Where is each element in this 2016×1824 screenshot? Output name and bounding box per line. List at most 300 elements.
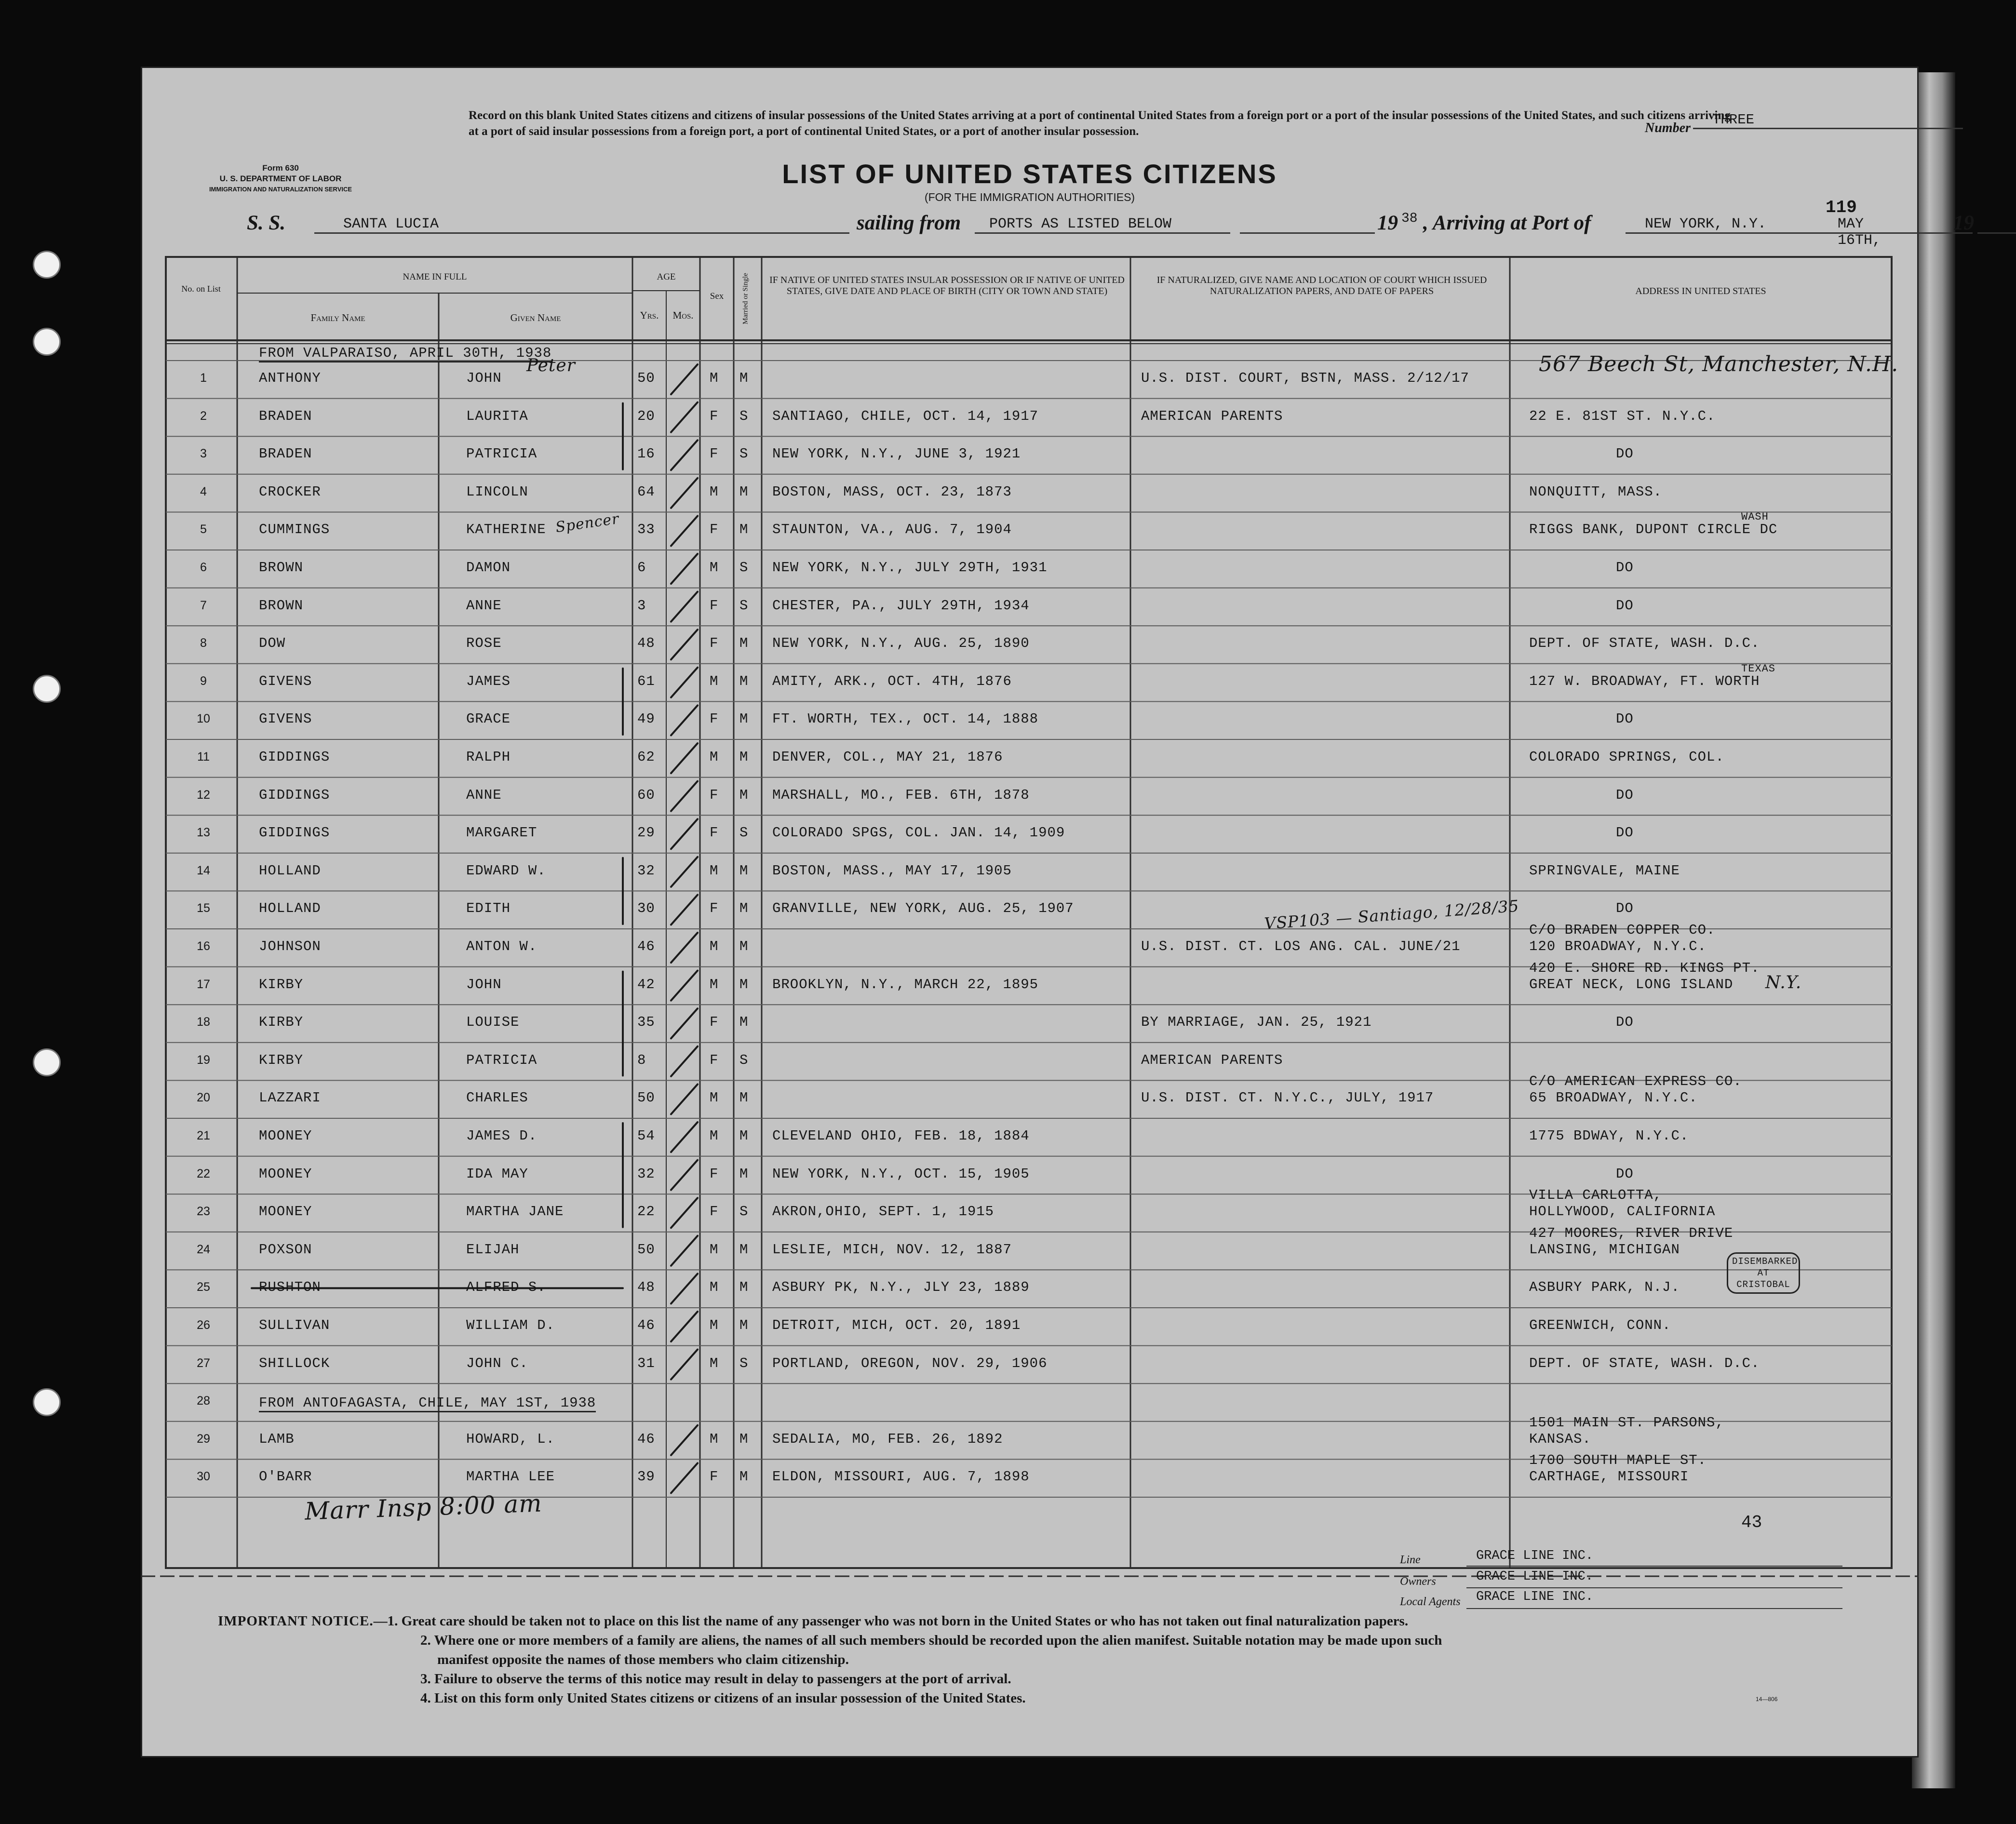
address-line-1: 1700 SOUTH MAPLE ST. xyxy=(1529,1452,1707,1469)
family-name: GIVENS xyxy=(259,711,312,727)
tick-mark xyxy=(671,1160,698,1190)
given-name: ANNE xyxy=(466,787,502,803)
tick-mark xyxy=(671,781,698,811)
tick-mark xyxy=(671,668,698,697)
age-years: 64 xyxy=(637,483,655,500)
birth-place-date: NEW YORK, N.Y., OCT. 15, 1905 xyxy=(772,1166,1030,1182)
row-number: 4 xyxy=(200,484,207,498)
family-name: GIDDINGS xyxy=(259,787,330,803)
important-notice xyxy=(218,1611,1857,1708)
family-name: CROCKER xyxy=(259,483,321,500)
notice-item-2a: 2. Where one or more members of a family are aliens, the names of all such members should be recorded upon the alien manifest. Suitable notation may be made upon such xyxy=(420,1633,1442,1648)
binder-hole xyxy=(33,328,61,356)
number-label: Number xyxy=(1645,121,1691,135)
age-years: 49 xyxy=(637,711,655,727)
birth-place-date: NEW YORK, N.Y., AUG. 25, 1890 xyxy=(772,635,1030,652)
marital-status: M xyxy=(739,483,749,500)
address: DO xyxy=(1616,787,1634,803)
sex: M xyxy=(710,1128,719,1144)
family-name: BRADEN xyxy=(259,408,312,424)
address: LANSING, MICHIGAN xyxy=(1529,1241,1680,1258)
age-years: 33 xyxy=(637,522,655,538)
sex: M xyxy=(710,483,719,500)
binder-hole xyxy=(33,251,61,279)
marital-status: S xyxy=(739,1052,749,1068)
address: 127 W. BROADWAY, FT. WORTH xyxy=(1529,673,1760,689)
address: 120 BROADWAY, N.Y.C. xyxy=(1529,939,1707,954)
given-name: MARTHA LEE xyxy=(466,1469,555,1485)
tick-mark xyxy=(671,1312,698,1341)
section-heading: FROM ANTOFAGASTA, CHILE, MAY 1ST, 1938 xyxy=(259,1395,596,1412)
row-number: 26 xyxy=(197,1318,210,1332)
address-line-1: TEXAS xyxy=(1741,662,1776,675)
handwritten-naturalization-note: VSP103 — Santiago, 12/28/35 xyxy=(1263,896,1520,933)
handwritten-given-name: Spencer xyxy=(554,510,620,536)
row-number: 20 xyxy=(197,1091,210,1105)
sex: M xyxy=(710,749,719,765)
notice-item-2b: manifest opposite the names of those members who claim citizenship. xyxy=(437,1652,849,1667)
marital-status: M xyxy=(739,522,749,538)
birth-place-date: CLEVELAND OHIO, FEB. 18, 1884 xyxy=(772,1128,1030,1144)
tick-mark xyxy=(671,857,698,887)
birth-place-date: NEW YORK, N.Y., JUNE 3, 1921 xyxy=(772,446,1021,462)
address: DO xyxy=(1616,711,1634,727)
birth-place-date: BOSTON, MASS, OCT. 23, 1873 xyxy=(772,483,1012,500)
row-number: 7 xyxy=(200,598,207,612)
col-address: ADDRESS IN UNITED STATES xyxy=(1635,286,1766,296)
age-years: 39 xyxy=(637,1469,655,1485)
col-married-single: Married or Single xyxy=(741,273,750,324)
family-name: DOW xyxy=(259,635,286,652)
col-family-name: Family Name xyxy=(310,312,365,323)
row-number: 18 xyxy=(197,1015,210,1029)
sex: F xyxy=(710,597,719,614)
header-text: Record on this blank United States citizens and citizens of insular possessions of the United States arriving at a port of continental United States from a foreign port or a port of the insular possessions of the United States, and such citizens arriving at a port of said insular possessions from a foreign port, a port of continental United States, or a port of another insular possession. xyxy=(469,109,1731,138)
col-no: No. on List xyxy=(181,284,221,294)
marital-status: M xyxy=(739,862,749,879)
marital-status: M xyxy=(739,711,749,727)
address-line-1: C/O BRADEN COPPER CO. xyxy=(1529,922,1716,938)
tick-mark xyxy=(671,630,698,659)
form-id: Form 630 U. S. DEPARTMENT OF LABOR IMMIGRATION AND NATURALIZATION SERVICE xyxy=(209,163,352,193)
tick-mark xyxy=(671,554,698,584)
age-years: 50 xyxy=(637,1241,655,1258)
marital-status: S xyxy=(739,597,749,614)
tick-mark xyxy=(671,1084,698,1114)
given-name: ANNE xyxy=(466,597,502,614)
sex: M xyxy=(710,1279,719,1296)
birth-place-date: PORTLAND, OREGON, NOV. 29, 1906 xyxy=(772,1355,1048,1371)
sex: M xyxy=(710,1431,719,1447)
row-number: 11 xyxy=(197,750,210,764)
tick-mark xyxy=(671,743,698,773)
row-number: 19 xyxy=(197,1053,210,1067)
page-subtitle: (FOR THE IMMIGRATION AUTHORITIES) xyxy=(924,191,1135,203)
tick-mark xyxy=(671,1236,698,1266)
tick-mark xyxy=(671,402,698,432)
line-value: GRACE LINE INC. xyxy=(1476,1549,1594,1563)
notice-item-3: 3. Failure to observe the terms of this notice may result in delay to passengers at the port of arrival. xyxy=(420,1671,1011,1687)
birth-place-date: SEDALIA, MO, FEB. 26, 1892 xyxy=(772,1431,1003,1447)
sex: F xyxy=(710,1204,719,1220)
address: DO xyxy=(1616,900,1634,917)
sex: F xyxy=(710,408,719,424)
family-name: CUMMINGS xyxy=(259,522,330,538)
owners-value: GRACE LINE INC. xyxy=(1476,1569,1594,1584)
row-number: 10 xyxy=(197,712,210,726)
form-code: 14—806 xyxy=(1756,1696,1778,1703)
birth-place-date: NEW YORK, N.Y., JULY 29TH, 1931 xyxy=(772,560,1048,576)
birth-place-date: ELDON, MISSOURI, AUG. 7, 1898 xyxy=(772,1469,1030,1485)
page-title: LIST OF UNITED STATES CITIZENS xyxy=(782,159,1277,189)
ship-name: SANTA LUCIA xyxy=(343,216,439,232)
naturalization: BY MARRIAGE, JAN. 25, 1921 xyxy=(1141,1014,1372,1031)
family-name: RUSHTON xyxy=(259,1279,321,1296)
family-name: MOONEY xyxy=(259,1128,312,1144)
address: DEPT. OF STATE, WASH. D.C. xyxy=(1529,635,1760,652)
age-years: 30 xyxy=(637,900,655,917)
tick-mark xyxy=(671,478,698,508)
given-name: ALFRED S. xyxy=(466,1279,546,1296)
family-name: JOHNSON xyxy=(259,939,321,954)
given-name: HOWARD, L. xyxy=(466,1431,555,1447)
birth-place-date: DENVER, COL., MAY 21, 1876 xyxy=(772,749,1003,765)
address: GREENWICH, CONN. xyxy=(1529,1317,1671,1333)
address: DO xyxy=(1616,597,1634,614)
row-number: 13 xyxy=(197,826,210,840)
birth-place-date: AKRON,OHIO, SEPT. 1, 1915 xyxy=(772,1204,995,1220)
given-name: JOHN xyxy=(466,370,502,386)
family-name: SULLIVAN xyxy=(259,1317,330,1333)
given-name: JAMES xyxy=(466,673,511,689)
age-years: 61 xyxy=(637,673,655,689)
notice-item-1: —1. Great care should be taken not to place on this list the name of any passenger who was not born in the United States or who has not taken out final naturalization papers. xyxy=(373,1613,1409,1629)
row-number: 2 xyxy=(200,409,207,423)
family-name: KIRBY xyxy=(259,976,304,992)
age-years: 31 xyxy=(637,1355,655,1371)
marital-status: M xyxy=(739,370,749,386)
arrival-date: MAY 16TH, xyxy=(1838,216,1882,249)
row-number: 16 xyxy=(197,939,210,953)
address: SPRINGVALE, MAINE xyxy=(1529,862,1680,879)
family-name: POXSON xyxy=(259,1241,312,1258)
given-name: ANTON W. xyxy=(466,939,538,954)
marital-status: M xyxy=(739,1166,749,1182)
row-number: 21 xyxy=(197,1129,210,1142)
sex: M xyxy=(710,1241,719,1258)
marital-status: M xyxy=(739,787,749,803)
family-name: MOONEY xyxy=(259,1204,312,1220)
given-name: IDA MAY xyxy=(466,1166,528,1182)
arrival-port: NEW YORK, N.Y. xyxy=(1645,216,1767,232)
number-value: THREE xyxy=(1693,112,1963,129)
col-mos: Mos. xyxy=(672,309,694,321)
marital-status: M xyxy=(739,900,749,917)
given-name: CHARLES xyxy=(466,1090,528,1106)
age-years: 62 xyxy=(637,749,655,765)
marital-status: S xyxy=(739,560,749,576)
tick-mark xyxy=(671,1122,698,1152)
age-years: 8 xyxy=(637,1052,646,1068)
address: KANSAS. xyxy=(1529,1431,1591,1447)
marital-status: M xyxy=(739,1469,749,1485)
sex: F xyxy=(710,1052,719,1068)
sex: F xyxy=(710,825,719,841)
sex: M xyxy=(710,673,719,689)
tick-mark xyxy=(671,1274,698,1303)
sex: F xyxy=(710,787,719,803)
marital-status: M xyxy=(739,1431,749,1447)
family-name: GIDDINGS xyxy=(259,749,330,765)
age-years: 48 xyxy=(637,635,655,652)
given-name: ROSE xyxy=(466,635,502,652)
sex: M xyxy=(710,976,719,992)
handwritten-address: 567 Beech St, Manchester, N.H. xyxy=(1539,352,1899,376)
sex: M xyxy=(710,560,719,576)
sex: M xyxy=(710,1090,719,1106)
sex: M xyxy=(710,1355,719,1371)
given-name: LOUISE xyxy=(466,1014,520,1031)
marital-status: M xyxy=(739,1317,749,1333)
address: RIGGS BANK, DUPONT CIRCLE DC xyxy=(1529,522,1778,538)
age-years: 35 xyxy=(637,1014,655,1031)
tick-mark xyxy=(671,1008,698,1038)
tick-mark xyxy=(671,1350,698,1380)
naturalization: U.S. DIST. CT. LOS ANG. CAL. JUNE/21 xyxy=(1141,939,1461,954)
age-years: 29 xyxy=(637,825,655,841)
tick-mark xyxy=(671,1425,698,1455)
age-years: 16 xyxy=(637,446,655,462)
family-name: HOLLAND xyxy=(259,900,321,917)
age-years: 50 xyxy=(637,1090,655,1106)
marital-status: M xyxy=(739,673,749,689)
family-name: GIDDINGS xyxy=(259,825,330,841)
sex: F xyxy=(710,900,719,917)
address: 65 BROADWAY, N.Y.C. xyxy=(1529,1090,1698,1106)
ship-prefix: S. S. xyxy=(247,212,286,234)
address: HOLLYWOOD, CALIFORNIA xyxy=(1529,1204,1716,1220)
tick-mark xyxy=(671,592,698,622)
row-number: 14 xyxy=(197,863,210,877)
year-prefix: 19 xyxy=(1377,212,1398,234)
owners-label: Owners xyxy=(1400,1575,1436,1588)
address: COLORADO SPRINGS, COL. xyxy=(1529,749,1724,765)
family-name: HOLLAND xyxy=(259,862,321,879)
address: DEPT. OF STATE, WASH. D.C. xyxy=(1529,1355,1760,1371)
given-name: WILLIAM D. xyxy=(466,1317,555,1333)
given-name: JAMES D. xyxy=(466,1128,538,1144)
sex: M xyxy=(710,939,719,954)
birth-place-date: CHESTER, PA., JULY 29TH, 1934 xyxy=(772,597,1030,614)
family-name: LAZZARI xyxy=(259,1090,321,1106)
birth-place-date: BROOKLYN, N.Y., MARCH 22, 1895 xyxy=(772,976,1039,992)
marital-status: S xyxy=(739,1204,749,1220)
address-line-1: 420 E. SHORE RD. KINGS PT. xyxy=(1529,960,1760,976)
marital-status: S xyxy=(739,446,749,462)
birth-place-date: COLORADO SPGS, COL. JAN. 14, 1909 xyxy=(772,825,1065,841)
age-years: 32 xyxy=(637,1166,655,1182)
row-number: 3 xyxy=(200,447,207,461)
row-number: 5 xyxy=(200,523,207,536)
notice-heading: IMPORTANT NOTICE. xyxy=(218,1613,374,1629)
address: DO xyxy=(1616,1014,1634,1031)
birth-place-date: ASBURY PK, N.Y., JLY 23, 1889 xyxy=(772,1279,1030,1296)
tick-mark xyxy=(671,819,698,849)
address: DO xyxy=(1616,446,1634,462)
given-name: LINCOLN xyxy=(466,483,528,500)
age-years: 48 xyxy=(637,1279,655,1296)
tick-mark xyxy=(671,933,698,963)
given-name: RALPH xyxy=(466,749,511,765)
given-name: ELIJAH xyxy=(466,1241,520,1258)
age-years: 54 xyxy=(637,1128,655,1144)
row-number: 24 xyxy=(197,1242,210,1256)
marital-status: M xyxy=(739,1128,749,1144)
col-sex: Sex xyxy=(710,291,724,301)
tick-mark xyxy=(671,705,698,735)
row-number: 12 xyxy=(197,788,210,802)
naturalization: U.S. DIST. COURT, BSTN, MASS. 2/12/17 xyxy=(1141,370,1469,386)
address: GREAT NECK, LONG ISLAND xyxy=(1529,976,1734,992)
given-name: LAURITA xyxy=(466,408,528,424)
family-name: BROWN xyxy=(259,560,304,576)
row-number: 28 xyxy=(197,1394,210,1408)
family-name: BRADEN xyxy=(259,446,312,462)
col-age: AGE xyxy=(657,272,676,282)
sex: F xyxy=(710,446,719,462)
disembarked-note: DISEMBARKED AT CRISTOBAL xyxy=(1727,1252,1800,1294)
row-number: 30 xyxy=(197,1470,210,1484)
age-years: 20 xyxy=(637,408,655,424)
col-native: IF NATIVE OF UNITED STATES INSULAR POSSESSION OR IF NATIVE OF UNITED STATES, GIVE DATE AND PLACE OF BIRTH (CITY OR TOWN AND STATE) xyxy=(769,275,1125,296)
marital-status: M xyxy=(739,939,749,954)
row-number: 22 xyxy=(197,1167,210,1180)
manifest-sheet xyxy=(141,67,1974,1757)
birth-place-date: SANTIAGO, CHILE, OCT. 14, 1917 xyxy=(772,408,1039,424)
address: DO xyxy=(1616,825,1634,841)
tick-mark xyxy=(671,364,698,394)
year2-prefix: 19 xyxy=(1953,212,1974,234)
col-given-name: Given Name xyxy=(510,312,561,323)
sex: M xyxy=(710,1317,719,1333)
row-number: 8 xyxy=(200,636,207,650)
birth-place-date: GRANVILLE, NEW YORK, AUG. 25, 1907 xyxy=(772,900,1074,917)
tick-mark xyxy=(671,1046,698,1076)
family-name: O'BARR xyxy=(259,1469,312,1485)
family-name: MOONEY xyxy=(259,1166,312,1182)
birth-place-date: DETROIT, MICH, OCT. 20, 1891 xyxy=(772,1317,1021,1333)
age-years: 46 xyxy=(637,1317,655,1333)
given-name: PATRICIA xyxy=(466,1052,538,1068)
notice-item-4: 4. List on this form only United States citizens or citizens of an insular possession of the United States. xyxy=(420,1690,1026,1706)
age-years: 3 xyxy=(637,597,646,614)
birth-place-date: BOSTON, MASS., MAY 17, 1905 xyxy=(772,862,1012,879)
sex: F xyxy=(710,1469,719,1485)
stamp-number: 119 xyxy=(1826,198,1857,217)
address: DO xyxy=(1616,1166,1634,1182)
given-name: JOHN C. xyxy=(466,1355,528,1371)
naturalization: AMERICAN PARENTS xyxy=(1141,1052,1283,1068)
sex: F xyxy=(710,711,719,727)
row-number: 9 xyxy=(200,674,207,688)
sex: F xyxy=(710,1166,719,1182)
naturalization: AMERICAN PARENTS xyxy=(1141,408,1283,424)
address-line-1: C/O AMERICAN EXPRESS CO. xyxy=(1529,1073,1742,1090)
given-name: EDWARD W. xyxy=(466,862,546,879)
address: ASBURY PARK, N.J. xyxy=(1529,1279,1680,1296)
birth-place-date: FT. WORTH, TEX., OCT. 14, 1888 xyxy=(772,711,1039,727)
family-name: SHILLOCK xyxy=(259,1355,330,1371)
birth-place-date: AMITY, ARK., OCT. 4TH, 1876 xyxy=(772,673,1012,689)
row-number: 17 xyxy=(197,977,210,991)
marital-status: M xyxy=(739,1241,749,1258)
sex: M xyxy=(710,862,719,879)
year-value: 38 xyxy=(1401,211,1418,226)
given-name: DAMON xyxy=(466,560,511,576)
sex: F xyxy=(710,635,719,652)
tick-mark xyxy=(671,440,698,470)
given-name: KATHERINE xyxy=(466,522,546,538)
col-naturalized: IF NATURALIZED, GIVE NAME AND LOCATION OF COURT WHICH ISSUED NATURALIZATION PAPERS, AND DATE OF PAPERS xyxy=(1156,275,1487,296)
marital-status: M xyxy=(739,635,749,652)
sex: F xyxy=(710,1014,719,1031)
marital-status: S xyxy=(739,825,749,841)
marital-status: M xyxy=(739,976,749,992)
row-number: 27 xyxy=(197,1356,210,1370)
address-line-1: VILLA CARLOTTA, xyxy=(1529,1187,1663,1204)
sex: F xyxy=(710,522,719,538)
sailing-label: sailing from xyxy=(857,212,961,234)
row-number: 1 xyxy=(200,371,207,385)
arriving-label: , Arriving at Port of xyxy=(1423,212,1591,234)
given-name: EDITH xyxy=(466,900,511,917)
birth-place-date: MARSHALL, MO., FEB. 6TH, 1878 xyxy=(772,787,1030,803)
age-years: 6 xyxy=(637,560,646,576)
given-name: JOHN xyxy=(466,976,502,992)
address: CARTHAGE, MISSOURI xyxy=(1529,1469,1689,1485)
marital-status: M xyxy=(739,1279,749,1296)
section-heading: FROM VALPARAISO, APRIL 30TH, 1938 xyxy=(259,345,551,362)
given-name: MARGARET xyxy=(466,825,538,841)
address: DO xyxy=(1616,560,1634,576)
row-number: 23 xyxy=(197,1205,210,1219)
binder-hole xyxy=(33,675,61,703)
sheet-number: 43 xyxy=(1741,1513,1762,1532)
row-number: 15 xyxy=(197,901,210,915)
binder-hole xyxy=(33,1048,61,1076)
handwritten-given-name: Peter xyxy=(526,356,576,376)
given-name: MARTHA JANE xyxy=(466,1204,564,1220)
binder-hole xyxy=(33,1388,61,1416)
tick-mark xyxy=(671,516,698,546)
row-number: 6 xyxy=(200,561,207,574)
marital-status: M xyxy=(739,1090,749,1106)
tick-mark xyxy=(671,895,698,925)
tick-mark xyxy=(671,1463,698,1493)
age-years: 46 xyxy=(637,1431,655,1447)
tick-mark xyxy=(671,971,698,1001)
marital-status: S xyxy=(739,408,749,424)
family-name: LAMB xyxy=(259,1431,295,1447)
birth-place-date: LESLIE, MICH, NOV. 12, 1887 xyxy=(772,1241,1012,1258)
line-label: Line xyxy=(1400,1554,1421,1566)
address: NONQUITT, MASS. xyxy=(1529,483,1663,500)
sex: M xyxy=(710,370,719,386)
col-name-in-full: NAME IN FULL xyxy=(403,272,467,282)
address-line-1: 427 MOORES, RIVER DRIVE xyxy=(1529,1225,1734,1241)
marital-status: S xyxy=(739,1355,749,1371)
agents-label: Local Agents xyxy=(1400,1596,1461,1608)
